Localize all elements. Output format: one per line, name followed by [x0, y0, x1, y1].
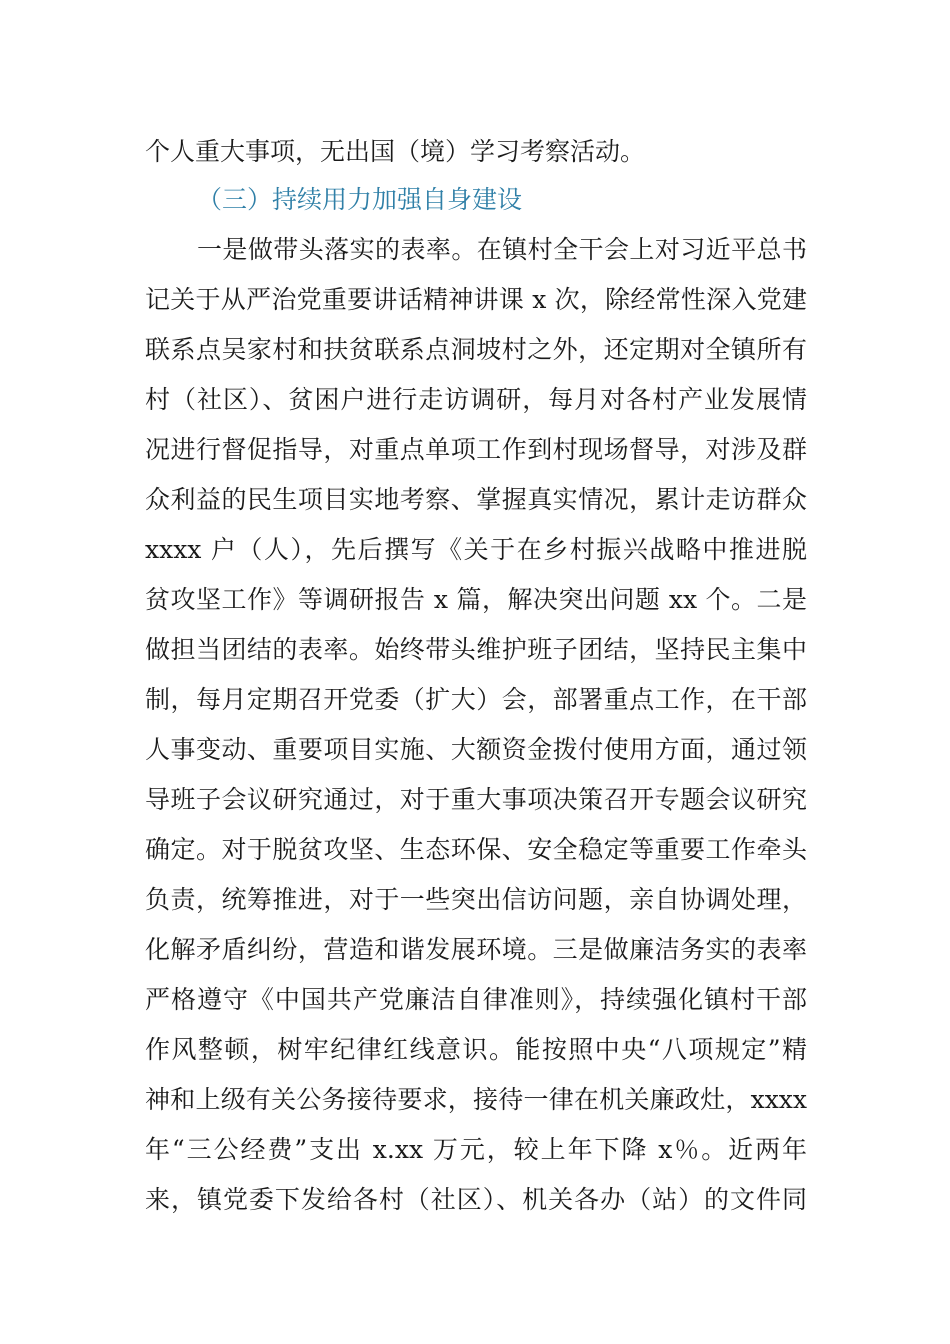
text-line-3: 记关于从严治党重要讲话精神讲课 x 次，除经常性深入党建	[145, 285, 807, 314]
text-line-10: 做担当团结的表率。始终带头维护班子团结，坚持民主集中	[145, 635, 807, 664]
text-line-4: 联系点吴家村和扶贫联系点洞坡村之外，还定期对全镇所有	[145, 335, 807, 364]
section-heading: （三）持续用力加强自身建设	[197, 185, 523, 214]
text-line-18: 作风整顿，树牢纪律红线意识。能按照中央“八项规定”精	[145, 1035, 807, 1064]
text-line-21: 来，镇党委下发给各村（社区）、机关各办（站）的文件同	[145, 1185, 807, 1214]
text-line-13: 导班子会议研究通过，对于重大事项决策召开专题会议研究	[145, 785, 807, 814]
text-line-6: 况进行督促指导，对重点单项工作到村现场督导，对涉及群	[145, 435, 807, 464]
text-line-7: 众利益的民生项目实地考察、掌握真实情况，累计走访群众	[145, 485, 807, 514]
text-line-2: 一是做带头落实的表率。在镇村全干会上对习近平总书	[197, 235, 807, 264]
text-line-8: xxxx 户（人），先后撰写《关于在乡村振兴战略中推进脱	[145, 535, 807, 564]
text-line-1: 个人重大事项，无出国（境）学习考察活动。	[145, 137, 646, 166]
text-line-17: 严格遵守《中国共产党廉洁自律准则》，持续强化镇村干部	[145, 985, 807, 1014]
text-line-19: 神和上级有关公务接待要求，接待一律在机关廉政灶，xxxx	[145, 1085, 807, 1114]
text-line-20: 年“三公经费”支出 x.xx 万元，较上年下降 x％。近两年	[145, 1135, 807, 1164]
text-line-12: 人事变动、重要项目实施、大额资金拨付使用方面，通过领	[145, 735, 807, 764]
text-line-15: 负责，统筹推进，对于一些突出信访问题，亲自协调处理，	[145, 885, 807, 914]
text-line-11: 制，每月定期召开党委（扩大）会，部署重点工作，在干部	[145, 685, 807, 714]
text-line-9: 贫攻坚工作》等调研报告 x 篇，解决突出问题 xx 个。二是	[145, 585, 807, 614]
text-line-5: 村（社区）、贫困户进行走访调研，每月对各村产业发展情	[145, 385, 807, 414]
text-line-16: 化解矛盾纠纷，营造和谐发展环境。三是做廉洁务实的表率	[145, 935, 807, 964]
text-line-14: 确定。对于脱贫攻坚、生态环保、安全稳定等重要工作牵头	[145, 835, 807, 864]
